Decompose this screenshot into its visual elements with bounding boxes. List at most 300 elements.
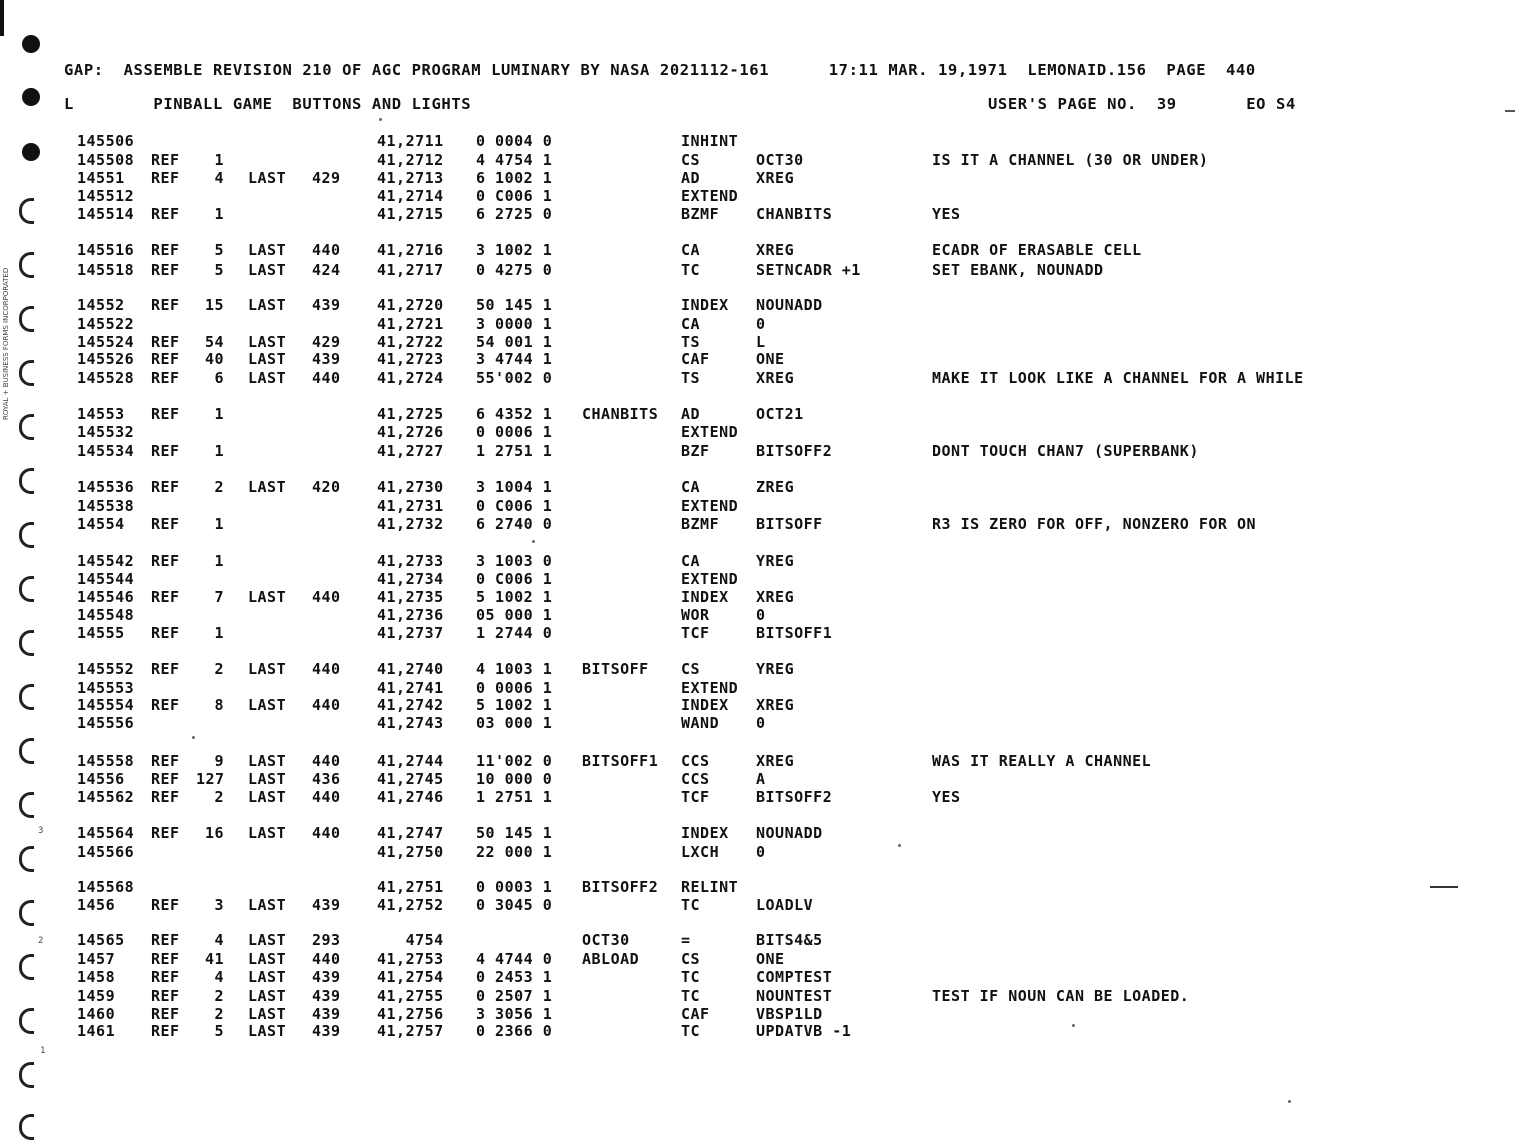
- listing-loc: 145558: [77, 752, 135, 770]
- listing-lastn: 440: [312, 950, 341, 968]
- listing-loc: 145553: [77, 679, 135, 697]
- listing-arg: COMPTEST: [756, 968, 833, 986]
- listing-ref: REF: [151, 896, 180, 914]
- listing-op: INDEX: [681, 696, 729, 714]
- listing-bits: 0 0006 1: [476, 679, 553, 697]
- print-speck: [1072, 1024, 1075, 1027]
- listing-addr: 41,2723: [377, 350, 444, 368]
- listing-bits: 0 C006 1: [476, 570, 553, 588]
- listing-op: WAND: [681, 714, 720, 732]
- listing-bits: 4 1003 1: [476, 660, 553, 678]
- listing-lastn: 440: [312, 588, 341, 606]
- listing-lastn: 440: [312, 788, 341, 806]
- listing-refn: 9: [214, 752, 224, 770]
- listing-loc: 145564: [77, 824, 135, 842]
- listing-op: TS: [681, 369, 701, 387]
- feed-hole: [19, 1062, 34, 1088]
- listing-bits: 1 2744 0: [476, 624, 553, 642]
- listing-refn: 41: [204, 950, 224, 968]
- feed-hole: [19, 468, 34, 494]
- listing-arg: XREG: [756, 241, 795, 259]
- listing-addr: 41,2757: [377, 1022, 444, 1040]
- listing-bits: 5 1002 1: [476, 588, 553, 606]
- listing-op: EXTEND: [681, 497, 739, 515]
- listing-addr: 41,2725: [377, 405, 444, 423]
- listing-arg: OCT21: [756, 405, 804, 423]
- listing-addr: 41,2741: [377, 679, 444, 697]
- listing-bits: 3 1004 1: [476, 478, 553, 496]
- listing-ref: REF: [151, 770, 180, 788]
- listing-addr: 41,2726: [377, 423, 444, 441]
- listing-addr: 41,2712: [377, 151, 444, 169]
- listing-loc: 145566: [77, 843, 135, 861]
- listing-op: CS: [681, 950, 701, 968]
- listing-loc: 145528: [77, 369, 135, 387]
- listing-lastn: 420: [312, 478, 341, 496]
- form-vendor-imprint: ROYAL + BUSINESS FORMS INCORPORATED: [2, 267, 10, 420]
- listing-refn: 5: [214, 261, 224, 279]
- listing-bits: 0 2366 0: [476, 1022, 553, 1040]
- listing-loc: 145544: [77, 570, 135, 588]
- listing-addr: 41,2733: [377, 552, 444, 570]
- listing-ref: REF: [151, 1022, 180, 1040]
- listing-ref: REF: [151, 515, 180, 533]
- listing-ref: REF: [151, 752, 180, 770]
- listing-arg: UPDATVB -1: [756, 1022, 852, 1040]
- listing-refn: 1: [214, 515, 224, 533]
- listing-bits: 55'002 0: [476, 369, 553, 387]
- listing-arg: BITSOFF1: [756, 624, 833, 642]
- listing-loc: 145568: [77, 878, 135, 896]
- listing-addr: 41,2755: [377, 987, 444, 1005]
- listing-bits: 0 0003 1: [476, 878, 553, 896]
- margin-dash: [1505, 110, 1515, 112]
- listing-label: CHANBITS: [582, 405, 659, 423]
- listing-addr: 41,2747: [377, 824, 444, 842]
- listing-lastn: 439: [312, 1005, 341, 1023]
- listing-op: BZMF: [681, 205, 720, 223]
- listing-op: TC: [681, 1022, 701, 1040]
- feed-hole: [19, 792, 34, 818]
- feed-hole: [19, 846, 34, 872]
- listing-addr: 41,2730: [377, 478, 444, 496]
- listing-last: LAST: [248, 588, 287, 606]
- listing-last: LAST: [248, 296, 287, 314]
- listing-refn: 3: [214, 896, 224, 914]
- listing-arg: CHANBITS: [756, 205, 833, 223]
- listing-addr: 41,2736: [377, 606, 444, 624]
- listing-refn: 2: [214, 788, 224, 806]
- listing-addr: 4754: [377, 931, 444, 949]
- listing-addr: 41,2714: [377, 187, 444, 205]
- listing-bits: 0 2507 1: [476, 987, 553, 1005]
- listing-arg: L: [756, 333, 766, 351]
- listing-loc: 145548: [77, 606, 135, 624]
- listing-last: LAST: [248, 824, 287, 842]
- listing-bits: 0 C006 1: [476, 187, 553, 205]
- feed-hole: [22, 143, 40, 161]
- listing-loc: 145546: [77, 588, 135, 606]
- listing-refn: 40: [204, 350, 224, 368]
- feed-hole: [19, 1114, 34, 1140]
- listing-loc: 145514: [77, 205, 135, 223]
- listing-refn: 1: [214, 442, 224, 460]
- listing-refn: 4: [214, 931, 224, 949]
- feed-hole: [19, 522, 34, 548]
- listing-refn: 54: [204, 333, 224, 351]
- listing-bits: 5 1002 1: [476, 696, 553, 714]
- listing-loc: 1457: [77, 950, 116, 968]
- listing-loc: 145516: [77, 241, 135, 259]
- listing-label: BITSOFF1: [582, 752, 659, 770]
- listing-bits: 6 1002 1: [476, 169, 553, 187]
- margin-mark: 2: [38, 936, 44, 946]
- listing-loc: 14555: [77, 624, 125, 642]
- listing-lastn: 429: [312, 169, 341, 187]
- listing-op: TC: [681, 987, 701, 1005]
- margin-mark: 3: [38, 826, 44, 836]
- listing-comment: R3 IS ZERO FOR OFF, NONZERO FOR ON: [932, 515, 1257, 533]
- listing-op: CA: [681, 315, 701, 333]
- listing-op: INHINT: [681, 132, 739, 150]
- listing-ref: REF: [151, 588, 180, 606]
- tractor-feed-holes: [0, 0, 60, 1138]
- listing-loc: 145552: [77, 660, 135, 678]
- listing-loc: 1458: [77, 968, 116, 986]
- listing-addr: 41,2713: [377, 169, 444, 187]
- listing-comment: YES: [932, 205, 961, 223]
- page-header: GAP: ASSEMBLE REVISION 210 OF AGC PROGRAM LUMINARY BY NASA 2021112-161 17:11 MAR. 19,1971 LEMONAID.156 PAGE 440: [64, 61, 1256, 79]
- listing-op: INDEX: [681, 296, 729, 314]
- listing-last: LAST: [248, 770, 287, 788]
- listing-arg: A: [756, 770, 766, 788]
- listing-lastn: 293: [312, 931, 341, 949]
- listing-loc: 145542: [77, 552, 135, 570]
- listing-addr: 41,2744: [377, 752, 444, 770]
- listing-addr: 41,2721: [377, 315, 444, 333]
- listing-op: CA: [681, 241, 701, 259]
- listing-lastn: 439: [312, 987, 341, 1005]
- listing-op: CAF: [681, 350, 710, 368]
- listing-ref: REF: [151, 296, 180, 314]
- listing-ref: REF: [151, 478, 180, 496]
- listing-ref: REF: [151, 405, 180, 423]
- listing-addr: 41,2732: [377, 515, 444, 533]
- listing-lastn: 440: [312, 369, 341, 387]
- user-page-number: USER'S PAGE NO. 39 EO S4: [988, 95, 1296, 113]
- listing-refn: 1: [214, 151, 224, 169]
- listing-comment: TEST IF NOUN CAN BE LOADED.: [932, 987, 1190, 1005]
- listing-addr: 41,2743: [377, 714, 444, 732]
- listing-last: LAST: [248, 478, 287, 496]
- listing-bits: 4 4744 0: [476, 950, 553, 968]
- print-speck: [898, 844, 901, 847]
- listing-comment: DONT TOUCH CHAN7 (SUPERBANK): [932, 442, 1199, 460]
- listing-op: WOR: [681, 606, 710, 624]
- listing-op: AD: [681, 169, 701, 187]
- listing-refn: 6: [214, 369, 224, 387]
- listing-last: LAST: [248, 333, 287, 351]
- listing-op: TC: [681, 896, 701, 914]
- listing-lastn: 439: [312, 1022, 341, 1040]
- listing-bits: 03 000 1: [476, 714, 553, 732]
- listing-label: ABLOAD: [582, 950, 640, 968]
- listing-arg: XREG: [756, 752, 795, 770]
- listing-arg: SETNCADR +1: [756, 261, 861, 279]
- listing-bits: 0 3045 0: [476, 896, 553, 914]
- listing-lastn: 439: [312, 296, 341, 314]
- listing-addr: 41,2735: [377, 588, 444, 606]
- print-speck: [192, 736, 195, 739]
- listing-op: INDEX: [681, 588, 729, 606]
- listing-arg: NOUNADD: [756, 296, 823, 314]
- listing-arg: BITSOFF2: [756, 788, 833, 806]
- listing-last: LAST: [248, 788, 287, 806]
- listing-op: TCF: [681, 624, 710, 642]
- listing-refn: 8: [214, 696, 224, 714]
- listing-op: TS: [681, 333, 701, 351]
- listing-bits: 0 4275 0: [476, 261, 553, 279]
- listing-op: CS: [681, 660, 701, 678]
- listing-loc: 1456: [77, 896, 116, 914]
- listing-addr: 41,2720: [377, 296, 444, 314]
- listing-ref: REF: [151, 624, 180, 642]
- listing-refn: 1: [214, 552, 224, 570]
- listing-arg: 0: [756, 315, 766, 333]
- listing-refn: 2: [214, 478, 224, 496]
- listing-addr: 41,2752: [377, 896, 444, 914]
- listing-bits: 1 2751 1: [476, 788, 553, 806]
- listing-loc: 145534: [77, 442, 135, 460]
- listing-op: RELINT: [681, 878, 739, 896]
- listing-ref: REF: [151, 369, 180, 387]
- listing-op: TCF: [681, 788, 710, 806]
- listing-bits: 6 2740 0: [476, 515, 553, 533]
- listing-addr: 41,2745: [377, 770, 444, 788]
- listing-comment: YES: [932, 788, 961, 806]
- listing-addr: 41,2711: [377, 132, 444, 150]
- listing-refn: 127: [196, 770, 225, 788]
- listing-op: EXTEND: [681, 423, 739, 441]
- listing-addr: 41,2750: [377, 843, 444, 861]
- listing-op: EXTEND: [681, 570, 739, 588]
- listing-loc: 1459: [77, 987, 116, 1005]
- listing-ref: REF: [151, 151, 180, 169]
- listing-refn: 5: [214, 241, 224, 259]
- print-speck: [532, 540, 535, 543]
- listing-lastn: 436: [312, 770, 341, 788]
- listing-comment: IS IT A CHANNEL (30 OR UNDER): [932, 151, 1209, 169]
- listing-bits: 0 2453 1: [476, 968, 553, 986]
- listing-op: CCS: [681, 770, 710, 788]
- listing-bits: 3 3056 1: [476, 1005, 553, 1023]
- listing-op: CA: [681, 478, 701, 496]
- listing-addr: 41,2731: [377, 497, 444, 515]
- listing-addr: 41,2756: [377, 1005, 444, 1023]
- listing-op: AD: [681, 405, 701, 423]
- listing-op: BZMF: [681, 515, 720, 533]
- listing-loc: 14552: [77, 296, 125, 314]
- listing-addr: 41,2724: [377, 369, 444, 387]
- listing-last: LAST: [248, 1005, 287, 1023]
- listing-addr: 41,2727: [377, 442, 444, 460]
- listing-bits: 3 1003 0: [476, 552, 553, 570]
- listing-arg: NOUNTEST: [756, 987, 833, 1005]
- listing-addr: 41,2715: [377, 205, 444, 223]
- listing-last: LAST: [248, 896, 287, 914]
- listing-bits: 1 2751 1: [476, 442, 553, 460]
- listing-bits: 6 4352 1: [476, 405, 553, 423]
- feed-hole: [19, 1008, 34, 1034]
- listing-arg: BITSOFF2: [756, 442, 833, 460]
- listing-op: =: [681, 931, 691, 949]
- print-speck: [379, 118, 382, 121]
- listing-arg: BITS4&5: [756, 931, 823, 949]
- listing-refn: 2: [214, 660, 224, 678]
- listing-refn: 4: [214, 968, 224, 986]
- listing-addr: 41,2751: [377, 878, 444, 896]
- listing-ref: REF: [151, 788, 180, 806]
- listing-loc: 14553: [77, 405, 125, 423]
- listing-bits: 54 001 1: [476, 333, 553, 351]
- listing-arg: 0: [756, 714, 766, 732]
- listing-arg: XREG: [756, 696, 795, 714]
- listing-ref: REF: [151, 350, 180, 368]
- listing-op: EXTEND: [681, 187, 739, 205]
- listing-last: LAST: [248, 369, 287, 387]
- listing-comment: ECADR OF ERASABLE CELL: [932, 241, 1142, 259]
- listing-addr: 41,2717: [377, 261, 444, 279]
- listing-arg: BITSOFF: [756, 515, 823, 533]
- listing-last: LAST: [248, 931, 287, 949]
- listing-ref: REF: [151, 968, 180, 986]
- listing-loc: 1461: [77, 1022, 116, 1040]
- listing-ref: REF: [151, 824, 180, 842]
- listing-bits: 0 0004 0: [476, 132, 553, 150]
- listing-refn: 1: [214, 405, 224, 423]
- listing-arg: LOADLV: [756, 896, 814, 914]
- listing-label: BITSOFF2: [582, 878, 659, 896]
- listing-ref: REF: [151, 333, 180, 351]
- listing-lastn: 440: [312, 696, 341, 714]
- feed-hole: [19, 630, 34, 656]
- listing-bits: 3 4744 1: [476, 350, 553, 368]
- listing-label: OCT30: [582, 931, 630, 949]
- listing-refn: 15: [204, 296, 224, 314]
- listing-loc: 145524: [77, 333, 135, 351]
- listing-addr: 41,2716: [377, 241, 444, 259]
- listing-arg: ONE: [756, 350, 785, 368]
- listing-op: TC: [681, 261, 701, 279]
- listing-bits: 05 000 1: [476, 606, 553, 624]
- listing-ref: REF: [151, 1005, 180, 1023]
- listing-ref: REF: [151, 169, 180, 187]
- listing-lastn: 439: [312, 896, 341, 914]
- listing-loc: 145512: [77, 187, 135, 205]
- listing-arg: NOUNADD: [756, 824, 823, 842]
- listing-addr: 41,2753: [377, 950, 444, 968]
- listing-ref: REF: [151, 261, 180, 279]
- listing-ref: REF: [151, 660, 180, 678]
- listing-bits: 3 0000 1: [476, 315, 553, 333]
- feed-hole: [19, 954, 34, 980]
- listing-ref: REF: [151, 241, 180, 259]
- listing-op: TC: [681, 968, 701, 986]
- listing-loc: 145536: [77, 478, 135, 496]
- listing-last: LAST: [248, 660, 287, 678]
- listing-refn: 7: [214, 588, 224, 606]
- listing-arg: ZREG: [756, 478, 795, 496]
- listing-loc: 145518: [77, 261, 135, 279]
- listing-op: BZF: [681, 442, 710, 460]
- listing-loc: 145554: [77, 696, 135, 714]
- listing-ref: REF: [151, 205, 180, 223]
- listing-loc: 145526: [77, 350, 135, 368]
- listing-loc: 14551: [77, 169, 125, 187]
- listing-last: LAST: [248, 350, 287, 368]
- listing-op: CA: [681, 552, 701, 570]
- listing-last: LAST: [248, 968, 287, 986]
- listing-ref: REF: [151, 696, 180, 714]
- listing-addr: 41,2734: [377, 570, 444, 588]
- listing-addr: 41,2722: [377, 333, 444, 351]
- feed-hole: [19, 576, 34, 602]
- listing-last: LAST: [248, 169, 287, 187]
- listing-last: LAST: [248, 752, 287, 770]
- listing-bits: 50 145 1: [476, 824, 553, 842]
- listing-last: LAST: [248, 696, 287, 714]
- listing-op: CCS: [681, 752, 710, 770]
- listing-lastn: 440: [312, 241, 341, 259]
- listing-ref: REF: [151, 442, 180, 460]
- feed-hole: [19, 198, 34, 224]
- listing-arg: ONE: [756, 950, 785, 968]
- listing-refn: 1: [214, 624, 224, 642]
- listing-bits: 22 000 1: [476, 843, 553, 861]
- listing-addr: 41,2742: [377, 696, 444, 714]
- listing-arg: OCT30: [756, 151, 804, 169]
- listing-ref: REF: [151, 552, 180, 570]
- feed-hole: [22, 88, 40, 106]
- listing-lastn: 429: [312, 333, 341, 351]
- listing-loc: 14554: [77, 515, 125, 533]
- listing-bits: 3 1002 1: [476, 241, 553, 259]
- listing-loc: 145538: [77, 497, 135, 515]
- listing-refn: 1: [214, 205, 224, 223]
- listing-lastn: 439: [312, 968, 341, 986]
- listing-last: LAST: [248, 261, 287, 279]
- print-speck: [1288, 1100, 1291, 1103]
- listing-lastn: 440: [312, 660, 341, 678]
- listing-bits: 6 2725 0: [476, 205, 553, 223]
- listing-last: LAST: [248, 987, 287, 1005]
- listing-arg: 0: [756, 606, 766, 624]
- listing-comment: SET EBANK, NOUNADD: [932, 261, 1104, 279]
- listing-refn: 4: [214, 169, 224, 187]
- listing-lastn: 440: [312, 752, 341, 770]
- listing-addr: 41,2746: [377, 788, 444, 806]
- feed-hole: [19, 684, 34, 710]
- listing-comment: WAS IT REALLY A CHANNEL: [932, 752, 1152, 770]
- listing-loc: 14565: [77, 931, 125, 949]
- listing-label: BITSOFF: [582, 660, 649, 678]
- listing-loc: 145532: [77, 423, 135, 441]
- listing-refn: 5: [214, 1022, 224, 1040]
- listing-lastn: 424: [312, 261, 341, 279]
- listing-op: INDEX: [681, 824, 729, 842]
- listing-bits: 0 0006 1: [476, 423, 553, 441]
- listing-bits: 4 4754 1: [476, 151, 553, 169]
